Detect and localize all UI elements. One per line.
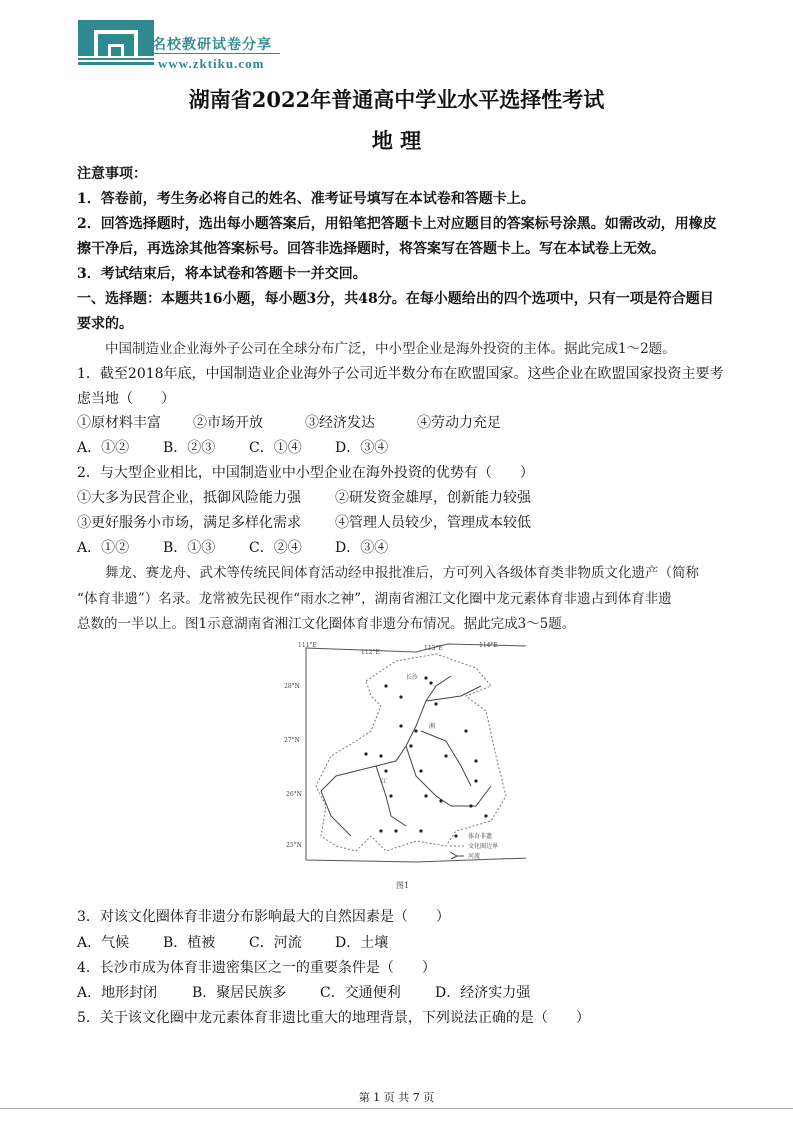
place-label: 湘 xyxy=(429,723,436,730)
lon-label: 113°E xyxy=(424,645,443,652)
q3-option-c[interactable]: C．河流 xyxy=(249,935,302,951)
q2-option-c[interactable]: C．②④ xyxy=(249,540,302,556)
q4-option-a[interactable]: A．地形封闭 xyxy=(77,985,158,1001)
q1-option-b[interactable]: B．②③ xyxy=(163,440,216,456)
lon-label: 111°E xyxy=(298,642,317,649)
notice-item: 1．答卷前，考生务必将自己的姓名、准考证号填写在本试卷和答题卡上。 xyxy=(77,191,535,207)
q1-stem: 1．截至2018年底，中国制造业企业海外子公司近半数分布在欧盟国家。这些企业在欧盟国家投资主要考 xyxy=(77,366,724,382)
section-heading-cont: 要求的。 xyxy=(77,316,133,332)
q1-option-c[interactable]: C．①④ xyxy=(249,440,302,456)
notice-item: 擦干净后，再选涂其他答案标号。回答非选择题时，将答案写在答题卡上。写在本试卷上无效。 xyxy=(77,241,665,257)
lat-label: 27°N xyxy=(284,737,300,744)
q3-option-d[interactable]: D．土壤 xyxy=(335,935,389,951)
q4-option-b[interactable]: B．聚居民族多 xyxy=(192,985,287,1001)
q3-stem: 3．对该文化圈体育非遗分布影响最大的自然因素是（ ） xyxy=(77,909,450,925)
lat-label: 26°N xyxy=(286,791,302,798)
legend-river-icon xyxy=(450,852,464,859)
q2-item: ①大多为民营企业，抵御风险能力强 xyxy=(77,490,301,506)
lon-label: 114°E xyxy=(479,642,498,649)
q1-item: ④劳动力充足 xyxy=(417,415,501,431)
exam-title: 湖南省2022年普通高中学业水平选择性考试 xyxy=(188,87,605,112)
place-label: 江 xyxy=(381,778,388,785)
heritage-dots xyxy=(364,676,487,832)
figure-caption: 图1 xyxy=(396,881,410,890)
legend-dot-icon xyxy=(454,834,457,837)
notice-item: 2．回答选择题时，选出每小题答案后，用铅笔把答题卡上对应题目的答案标号涂黑。如需改动，用橡皮 xyxy=(77,216,717,232)
footer-divider xyxy=(0,1108,793,1109)
q1-item: ③经济发达 xyxy=(305,415,375,431)
lat-label: 28°N xyxy=(284,683,300,690)
q2-option-a[interactable]: A．①② xyxy=(77,540,130,556)
q1-item: ①原材料丰富 xyxy=(77,415,161,431)
q3-option-b[interactable]: B．植被 xyxy=(163,935,216,951)
logo-divider xyxy=(152,53,280,54)
q4-option-d[interactable]: D．经济实力强 xyxy=(435,985,531,1001)
passage-2-cont: “体育非遗”）名录。龙常被先民视作“雨水之神”，湖南省湘江文化圈中龙元素体育非遗占到体育非遗 xyxy=(77,591,672,607)
q2-item: ③更好服务小市场，满足多样化需求 xyxy=(77,515,301,531)
q2-stem: 2．与大型企业相比，中国制造业中小型企业在海外投资的优势有（ ） xyxy=(77,465,534,481)
q2-item: ②研发资金雄厚，创新能力较强 xyxy=(335,490,531,506)
q4-stem: 4．长沙市成为体育非遗密集区之一的重要条件是（ ） xyxy=(77,960,436,976)
legend-label: 体育非遗 xyxy=(468,833,493,840)
culture-boundary xyxy=(316,654,506,851)
logo-icon xyxy=(78,20,154,66)
q1-stem-cont: 虑当地（ ） xyxy=(77,391,175,407)
legend-label: 文化圈边界 xyxy=(468,843,499,850)
q2-option-b[interactable]: B．①③ xyxy=(163,540,216,556)
q5-stem: 5．关于该文化圈中龙元素体育非遗比重大的地理背景，下列说法正确的是（ ） xyxy=(77,1010,590,1026)
notice-heading: 注意事项： xyxy=(77,166,147,182)
notice-item: 3．考试结束后，将本试卷和答题卡一并交回。 xyxy=(77,266,367,282)
river xyxy=(421,731,471,786)
page-footer: 第 1 页 共 7 页 xyxy=(358,1091,435,1104)
lon-label: 112°E xyxy=(361,649,380,656)
river xyxy=(406,746,491,806)
q4-option-c[interactable]: C．交通便利 xyxy=(320,985,401,1001)
legend-label: 河流 xyxy=(468,853,481,860)
logo-name: 名校教研试卷分享 xyxy=(152,37,272,53)
logo-url: www.zktiku.com xyxy=(158,56,265,71)
passage-2: 舞龙、赛龙舟、武术等传统民间体育活动经申报批准后，方可列入各级体育类非物质文化遗产（简称 xyxy=(105,565,699,581)
subject-title: 地 理 xyxy=(371,128,422,153)
q1-option-a[interactable]: A．①② xyxy=(77,440,130,456)
q1-option-d[interactable]: D．③④ xyxy=(335,440,389,456)
section-heading: 一、选择题：本题共16小题，每小题3分，共48分。在每小题给出的四个选项中，只有一项是符合题目 xyxy=(77,291,714,307)
q2-item: ④管理人员较少，管理成本较低 xyxy=(335,515,531,531)
passage-2-cont: 总数的一半以上。图1示意湖南省湘江文化圈体育非遗分布情况。据此完成3～5题。 xyxy=(77,616,576,632)
q2-option-d[interactable]: D．③④ xyxy=(335,540,389,556)
figure-map xyxy=(276,636,526,898)
place-label: 长沙 xyxy=(406,674,419,681)
lat-label: 25°N xyxy=(286,842,302,849)
passage-1: 中国制造业企业海外子公司在全球分布广泛，中小型企业是海外投资的主体。据此完成1～2题。 xyxy=(105,341,676,357)
q1-item: ②市场开放 xyxy=(193,415,263,431)
q3-option-a[interactable]: A．气候 xyxy=(77,935,130,951)
